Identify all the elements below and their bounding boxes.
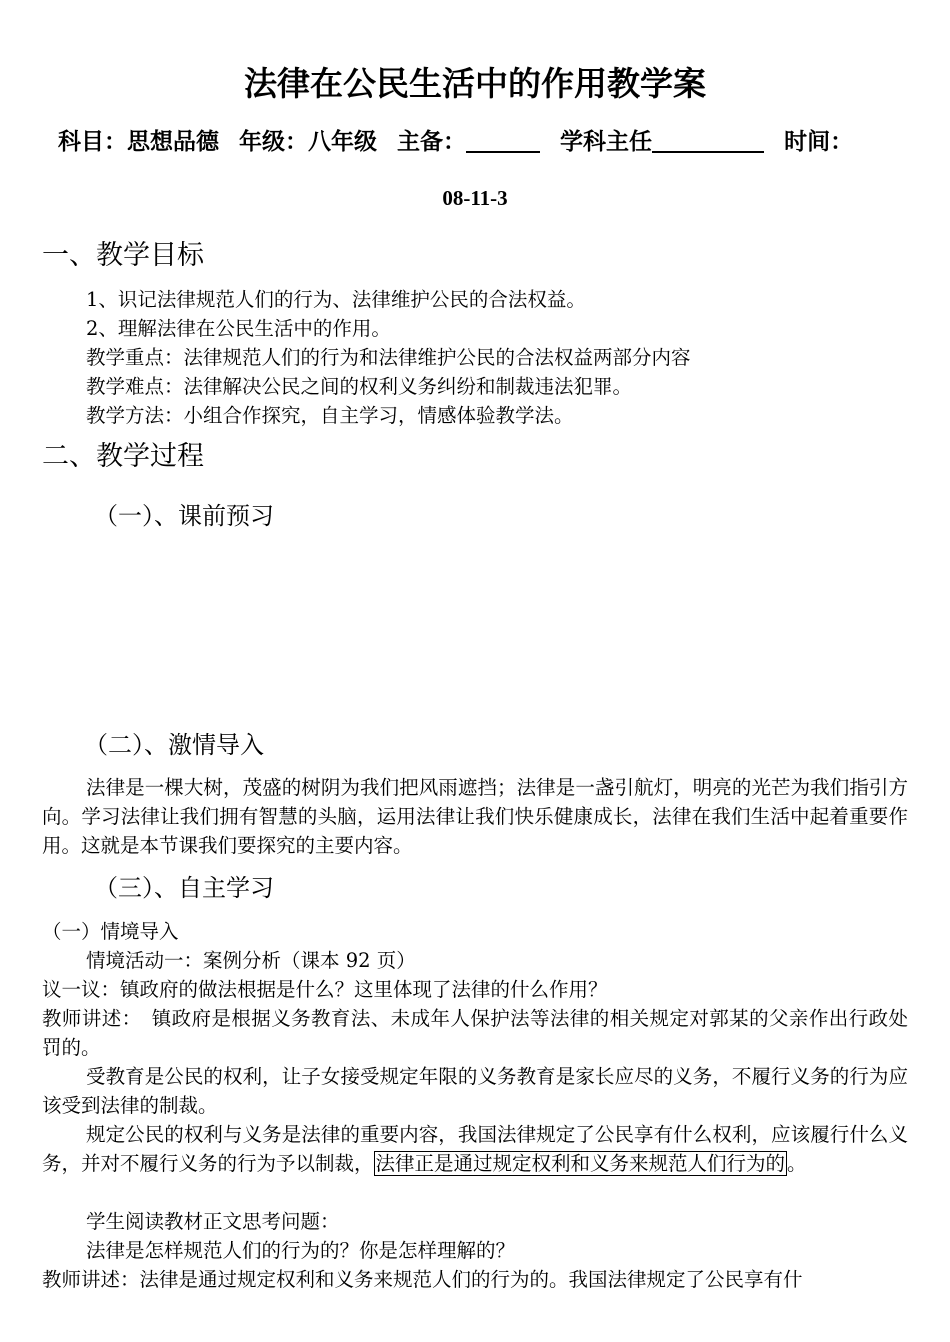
- subheading-intro: （二）、激情导入: [84, 731, 264, 759]
- discussion-line: 议一议：镇政府的做法根据是什么？这里体现了法律的什么作用？: [42, 978, 608, 1001]
- activity-line: 情境活动一：案例分析（课本 92 页）: [86, 949, 416, 972]
- section-heading-process: 二、教学过程: [42, 441, 204, 472]
- objective-line: 2、理解法律在公民生活中的作用。: [86, 317, 391, 340]
- question-line: 法律是怎样规范人们的行为的？你是怎样理解的？: [86, 1239, 516, 1262]
- meta-grade: 年级：八年级: [239, 128, 378, 155]
- teacher-remark-1: 教师讲述： 镇政府是根据义务教育法、未成年人保护法等法律的相关规定对郭某的父亲作出行政处罚的。: [42, 1007, 908, 1059]
- intro-paragraph: 法律是一棵大树，茂盛的树阴为我们把风雨遮挡；法律是一盏引航灯，明亮的光芒为我们指引方向。学习法律让我们拥有智慧的头脑，运用法律让我们快乐健康成长，法律在我们生活中起着重要作用。这就是本节课我们要探究的主要内容。: [42, 776, 908, 857]
- rights-end: 。: [787, 1152, 807, 1175]
- objective-line: 教学重点：法律规范人们的行为和法律维护公民的合法权益两部分内容: [86, 346, 691, 369]
- subheading-self-study: （三）、自主学习: [94, 874, 274, 902]
- read-prompt: 学生阅读教材正文思考问题：: [86, 1210, 340, 1233]
- objective-line: 教学方法：小组合作探究，自主学习，情感体验教学法。: [86, 404, 574, 427]
- rights-paragraph: [42, 1120, 908, 1178]
- education-paragraph: 受教育是公民的权利，让子女接受规定年限的义务教育是家长应尽的义务，不履行义务的行为应该受到法律的制裁。: [42, 1065, 908, 1117]
- meta-director: 学科主任: [560, 128, 653, 155]
- meta-line: [58, 124, 938, 160]
- meta-time: 时间：: [784, 128, 854, 155]
- preparer-blank: [466, 127, 540, 153]
- teacher-remark-2: 教师讲述：法律是通过规定权利和义务来规范人们的行为的。我国法律规定了公民享有什: [42, 1268, 803, 1291]
- director-blank: [652, 127, 764, 153]
- rights-text: 规定公民的权利与义务是法律的重要内容，我国法律规定了公民享有什么权利，应该履行什么义务，并对不履行义务的行为予以制裁，: [42, 1123, 908, 1175]
- objective-line: 教学难点：法律解决公民之间的权利义务纠纷和制裁违法犯罪。: [86, 375, 633, 398]
- subheading-preview: （一）、课前预习: [94, 502, 274, 530]
- meta-preparer: 主备：: [397, 128, 467, 155]
- objective-line: 1、识记法律规范人们的行为、法律维护公民的合法权益。: [86, 288, 586, 311]
- meta-subject: 科目：思想品德: [58, 128, 219, 155]
- meta-date: 08-11-3: [442, 186, 508, 210]
- section-heading-objectives: 一、教学目标: [42, 240, 204, 271]
- boxed-key-sentence: 法律正是通过规定权利和义务来规范人们行为的: [375, 1152, 786, 1175]
- document-title: 法律在公民生活中的作用教学案: [244, 64, 706, 103]
- situation-heading: （一）情境导入: [42, 920, 179, 943]
